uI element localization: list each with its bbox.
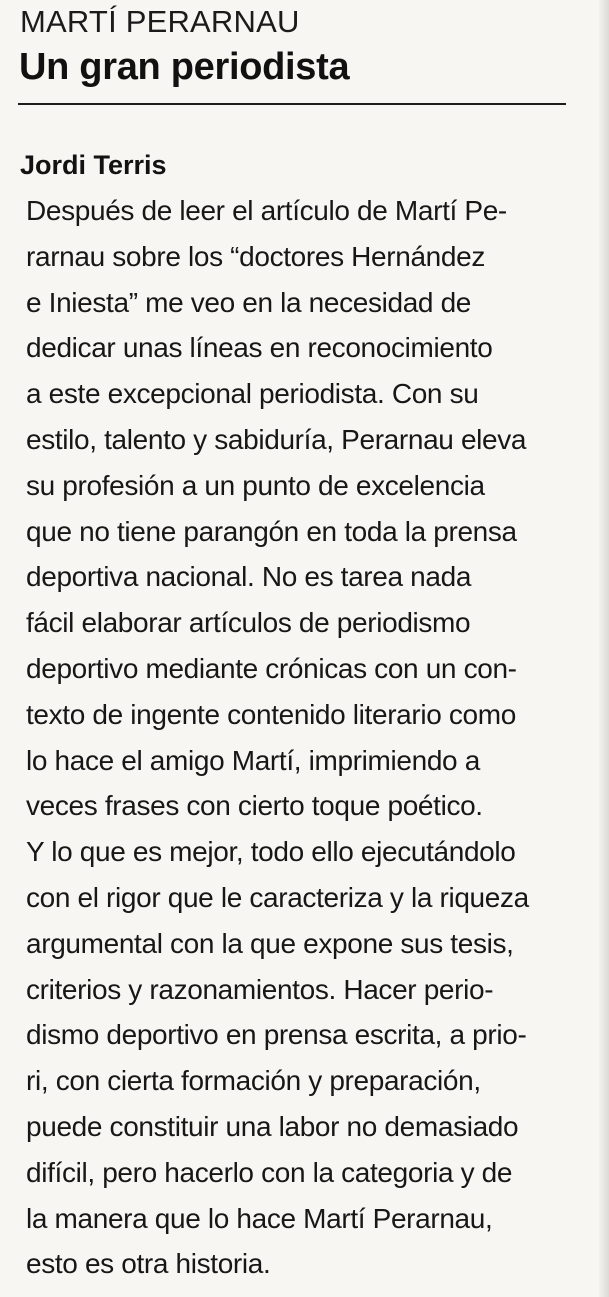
body-line: lo hace el amigo Martí, imprimiendo a — [26, 744, 480, 776]
body-line: difícil, pero hacerlo con la categoria y de — [26, 1156, 513, 1188]
body-line: ri, con cierta formación y preparación, — [26, 1065, 481, 1097]
body-line: su profesión a un punto de excelencia — [26, 469, 485, 501]
body-line: que no tiene parangón en toda la prensa — [26, 515, 517, 547]
body-line: criterios y razonamientos. Hacer perio- — [26, 973, 494, 1005]
article-body — [26, 188, 586, 1287]
body-line: texto de ingente contenido literario como — [26, 698, 516, 730]
body-line: Después de leer el artículo de Martí Pe- — [26, 195, 507, 226]
section-kicker: MARTÍ PERARNAU — [20, 4, 300, 39]
body-line: dismo deportivo en prensa escrita, a prio- — [26, 1019, 527, 1051]
body-line: con el rigor que le caracteriza y la riqueza — [26, 881, 529, 913]
author-name: Jordi Terris — [20, 150, 167, 180]
body-line: argumental con la que expone sus tesis, — [26, 927, 514, 959]
body-line: rarnau sobre los “doctores Hernández — [26, 240, 485, 272]
body-line: estilo, talento y sabiduría, Perarnau eleva — [26, 423, 527, 455]
page-edge-shadow — [599, 0, 609, 1297]
body-line: deportiva nacional. No es tarea nada — [26, 561, 472, 593]
body-line: fácil elaborar artículos de periodismo — [26, 607, 471, 639]
body-line: a este excepcional periodista. Con su — [26, 378, 479, 410]
body-line: dedicar unas líneas en reconocimiento — [26, 332, 493, 364]
body-line: e Iniesta” me veo en la necesidad de — [26, 286, 472, 318]
body-line: esto es otra historia. — [26, 1248, 271, 1280]
body-line: Y lo que es mejor, todo ello ejecutándolo — [26, 836, 516, 868]
body-line: puede constituir una labor no demasiado — [26, 1110, 519, 1142]
body-line: veces frases con cierto toque poético. — [26, 790, 483, 822]
body-line: la manera que lo hace Martí Perarnau, — [26, 1202, 493, 1234]
body-line: deportivo mediante crónicas con un con- — [26, 652, 517, 684]
article-headline: Un gran periodista — [19, 46, 350, 88]
headline-divider — [18, 103, 566, 105]
